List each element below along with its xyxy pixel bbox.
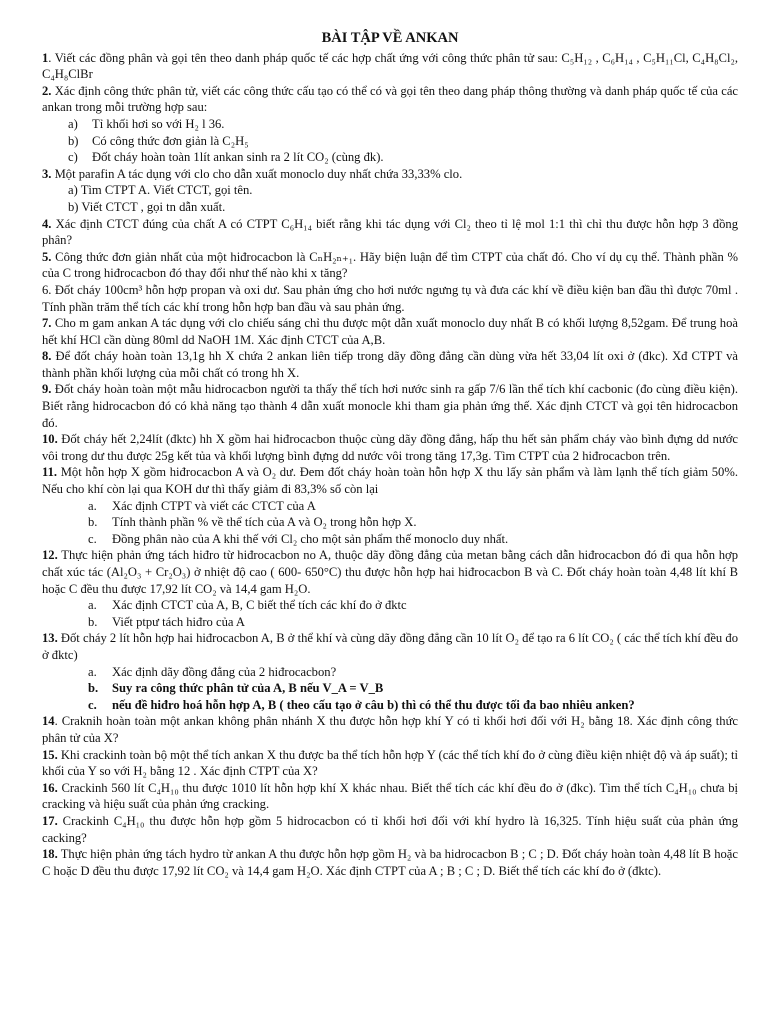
sub-question-label: b. <box>88 681 99 696</box>
problem-10 <box>42 431 738 464</box>
problem-13 <box>42 630 738 663</box>
problem-number: 14 <box>42 714 55 729</box>
problem-number: 10. <box>42 432 58 447</box>
sub-question <box>88 664 738 681</box>
problem-1 <box>42 50 738 83</box>
problem-text: . Viết các đồng phân và gọi tên theo danh pháp quốc tế các hợp chất ứng với công thức phân tử sau: C₅H₁₂ , C₆H₁₄ , C₅H₁₁Cl, C₄H₈Cl₂, C₄H₈ClBr <box>42 50 738 82</box>
sub-question-label: c. <box>88 697 97 712</box>
sub-question-text: Đồng phân nào của A khi thế với Cl₂ cho một sản phẩm thế monoclo duy nhất. <box>112 531 509 546</box>
sub-question-text: b) Viết CTCT , gọi tn dẫn xuất. <box>68 199 226 214</box>
problem-text: Cho m gam ankan A tác dụng với clo chiếu sáng chỉ thu được một dẫn xuất monoclo duy nhất B có khối lượng 8,52gam. Để trung hoà hết khí HCl cần dùng 80ml dd NaOH 1M. Xác định CTCT của A,B. <box>42 316 738 347</box>
problem-number: 7. <box>42 316 52 331</box>
problem-number: 16. <box>42 780 58 795</box>
problem-14 <box>42 713 738 746</box>
problem-7 <box>42 315 738 348</box>
sub-question-label: a) <box>68 116 78 131</box>
problem-number: 6. <box>42 282 52 297</box>
sub-question <box>88 498 738 515</box>
sub-question <box>88 614 738 631</box>
problem-number: 8. <box>42 349 52 364</box>
sub-question <box>88 697 738 714</box>
problem-2 <box>42 83 738 116</box>
problem-text: Đốt cháy 2 lít hỗn hợp hai hiđrocacbon A, B ở thể khí và cùng dãy đồng đẳng cần 10 lít O₂ để tạo ra 6 lít CO₂ ( các thể tích khí đều đo ở đktc) <box>42 631 738 662</box>
problem-text: Xác định công thức phân tử, viết các công thức cấu tạo có thể có và gọi tên theo dang pháp thông thường và danh pháp quốc tế của các ankan trong mỗi trường hợp sau: <box>42 83 738 115</box>
problem-text: Thực hiện phản ứng tách hydro từ ankan A thu được hỗn hợp gồm H₂ và ba hidrocacbon B ; C ; D. Đốt cháy hoàn toàn 4,48 lít B hoặc C hoặc D đều thu được 17,92 lít CO₂ và 14,4 gam H₂O. Xác định CTPT của A ; B ; C ; D. Biết thể tích các khí đo ở (đktc). <box>42 847 738 878</box>
problem-number: 5. <box>42 249 52 264</box>
problem-number: 17. <box>42 813 58 828</box>
sub-question <box>88 531 738 548</box>
sub-question-text: Có công thức đơn giản là C₂H₅ <box>92 133 249 148</box>
problem-number: 15. <box>42 747 58 762</box>
sub-question <box>68 149 738 166</box>
sub-question-label: c. <box>88 531 97 546</box>
sub-question-label: c) <box>68 150 78 165</box>
problem-number: 2. <box>42 83 52 98</box>
sub-question-text: Tỉ khối hơi so với H₂ l 36. <box>92 116 225 131</box>
sub-question-label: b. <box>88 515 98 530</box>
problem-text: Một hỗn hợp X gồm hiđrocacbon A và O₂ dư. Đem đốt cháy hoàn toàn hỗn hợp X thu lấy sản phẩm và làm lạnh thể tích giảm 50%. Nếu cho khí còn lại qua KOH dư thì thấy giảm đi 83,3% số còn lại <box>42 465 738 497</box>
sub-question-label: a. <box>88 664 97 679</box>
sub-question <box>68 116 738 133</box>
problem-number: 4. <box>42 216 52 231</box>
sub-question <box>68 182 738 199</box>
problem-number: 18. <box>42 847 58 862</box>
sub-question-text: Suy ra công thức phân tử của A, B nếu V_A = V_B <box>112 681 384 696</box>
problem-number: 9. <box>42 382 52 397</box>
sub-question <box>68 133 738 150</box>
problem-text: Một parafin A tác dụng với clo cho dẫn xuất monoclo duy nhất chứa 33,33% clo. <box>51 166 463 181</box>
problem-text: Khi crackinh toàn bộ một thể tích ankan X thu được ba thể tích hỗn hợp Y (các thể tích khí đo ở cùng điều kiện nhiệt độ và áp suất); tỉ khối của Y so với H₂ bằng 12 . Xác định CTPT của X? <box>42 747 738 779</box>
problem-9 <box>42 381 738 431</box>
problem-text: Đốt cháy hoàn toàn một mẫu hidrocacbon người ta thấy thể tích hơi nước sinh ra gấp 7/6 lần thể tích khí cacbonic (đo cùng điều kiện). Biết rằng hidrocacbon đó có khả năng tạo thành 4 dẫn xuất monocle khi tham gia phản ứng thế. Xác định CTCT và gọi tên hidrocacbon đó. <box>42 382 738 430</box>
problem-16 <box>42 780 738 813</box>
problem-17 <box>42 813 738 846</box>
problem-11 <box>42 464 738 497</box>
problem-6 <box>42 282 738 315</box>
sub-question <box>88 514 738 531</box>
sub-question <box>68 199 738 216</box>
problem-15 <box>42 747 738 780</box>
problem-text: Crackinh 560 lít C₄H₁₀ thu được 1010 lít hỗn hợp khí X khác nhau. Biết thể tích các khí đều đo ở (đkc). Tìm thể tích C₄H₁₀ chưa bị cracking và hiệu suất của phản ứng cracking. <box>42 780 738 812</box>
sub-question-text: a) Tìm CTPT A. Viết CTCT, gọi tên. <box>68 183 253 198</box>
problem-list <box>42 50 738 880</box>
problem-number: 3. <box>42 166 52 181</box>
sub-question-text: Tính thành phần % về thể tích của A và O₂ trong hỗn hợp X. <box>112 515 417 530</box>
problem-text: Xác định CTCT đúng của chất A có CTPT C₆H₁₄ biết rằng khi tác dụng với Cl₂ theo tỉ lệ mol 1:1 thì chỉ thu được hỗn hợp 3 đồng phân? <box>42 216 738 248</box>
problem-text: Đốt cháy 100cm³ hỗn hợp propan và oxi dư. Sau phản ứng cho hơi nước ngưng tụ và đưa các khí về điều kiện ban đầu thì được 70ml . Tính phần trăm thể tích các khí trong hỗn hợp ban đầu và sau phản ứng. <box>42 282 738 314</box>
sub-question-text: Xác định CTCT của A, B, C biết thể tích các khí đo ở đktc <box>112 598 407 613</box>
problem-text: Để đốt cháy hoàn toàn 13,1g hh X chứa 2 ankan liên tiếp trong dãy đồng đẳng cần dùng vừa hết 33,04 lít oxi ở (đkc). Xđ CTPT và thành phần khối lượng của mỗi chất có trong hh X. <box>42 349 738 380</box>
problem-3 <box>42 166 738 183</box>
problem-text: Đốt cháy hết 2,24lít (đktc) hh X gồm hai hiđrocacbon thuộc cùng dãy đồng đẳng, hấp thu hết sản phẩm cháy vào bình đựng dd nước vôi trong dư thu được 25g kết tủa và khối lượng bình đựng dd nước vôi trong tăng 17,3g. Tìm CTPT của 2 hiđrocacbon trên. <box>42 432 738 463</box>
problem-8 <box>42 348 738 381</box>
problem-4 <box>42 216 738 249</box>
problem-number: 1 <box>42 50 49 65</box>
problem-12 <box>42 547 738 597</box>
problem-5 <box>42 249 738 282</box>
problem-number: 11. <box>42 465 58 480</box>
problem-18 <box>42 846 738 879</box>
sub-question-text: Xác định dãy đồng đẳng của 2 hiđrocacbon? <box>112 664 337 679</box>
sub-question <box>88 680 738 697</box>
sub-question-text: Xác định CTPT và viết các CTCT của A <box>112 498 316 513</box>
sub-question <box>88 597 738 614</box>
problem-text: Crackinh C₄H₁₀ thu được hỗn hợp gồm 5 hidrocacbon có tỉ khối hơi đối với khí hydro là 16,325. Tính hiệu suất của phản ứng cacking? <box>42 813 738 845</box>
sub-question-text: Đốt cháy hoàn toàn 1lít ankan sinh ra 2 lít CO₂ (cùng đk). <box>92 150 384 165</box>
sub-question-label: b. <box>88 614 98 629</box>
sub-question-label: a. <box>88 598 97 613</box>
sub-question-label: a. <box>88 498 97 513</box>
problem-text: Công thức đơn giản nhất của một hiđrocacbon là CₙH₂ₙ₊₁. Hãy biện luận để tìm CTPT của chất đó. Cho ví dụ cụ thể. Thành phần % của C trong hiđrocacbon đó thay đổi như thế nào khi x tăng? <box>42 249 738 281</box>
sub-question-text: nếu đề hiđro hoá hỗn hợp A, B ( theo cấu tạo ở câu b) thì có thể thu được tối đa bao nhiêu anken? <box>112 697 635 712</box>
problem-text: Thực hiện phản ứng tách hiđro từ hiđrocacbon no A, thuộc dãy đồng đẳng của metan bằng cách dẫn hiđrocacbon đó đi qua hỗn hợp chất xúc tác (Al₂O₃ + Cr₂O₃) ở nhiệt độ cao ( 600- 650°C) thu được hỗn hợp hai hiđrocacbon B và C. Đốt cháy hoàn toàn 4,48 lít khí B hoặc C đều thu được 17,92 lít CO₂ và 14,4 gam H₂O. <box>42 548 738 596</box>
sub-question-label: b) <box>68 133 79 148</box>
sub-question-text: Viết ptpư tách hiđro của A <box>112 614 246 629</box>
problem-number: 13. <box>42 631 58 646</box>
problem-number: 12. <box>42 548 58 563</box>
problem-text: . Craknih hoàn toàn một ankan không phân nhánh X thu được hỗn hợp khí Y có tỉ khối hơi đối với H₂ bằng 18. Xác định công thức phân tử của X? <box>42 714 738 745</box>
page-title: BÀI TẬP VỀ ANKAN <box>321 30 459 46</box>
